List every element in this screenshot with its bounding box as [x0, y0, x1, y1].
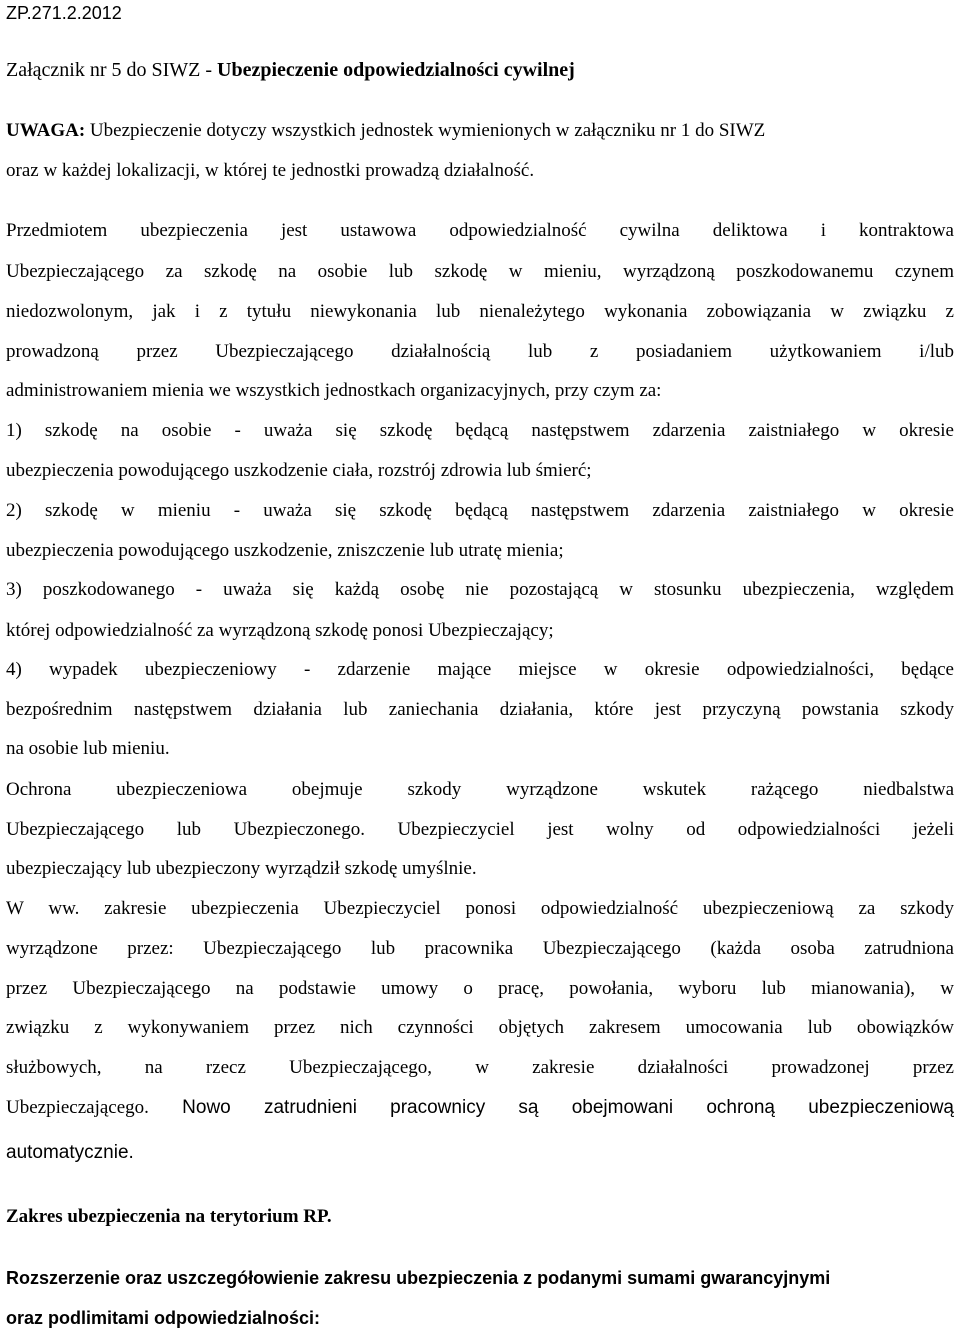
document-reference: ZP.271.2.2012 — [6, 3, 122, 23]
warning-line-2: oraz w każdej lokalizacji, w której te jednostki prowadzą działalność. — [6, 160, 535, 181]
scope-heading: Zakres ubezpieczenia na terytorium RP. — [6, 1206, 332, 1227]
body-line: 3) poszkodowanego - uważa się każdą osobę nie pozostającą w stosunku ubezpieczenia, względem — [6, 579, 954, 600]
body-line: ubezpieczenia powodującego uszkodzenie ciała, rozstrój zdrowia lub śmierć; — [6, 460, 592, 481]
title-bold: Ubezpieczenie odpowiedzialności cywilnej — [217, 59, 575, 81]
body-line: ubezpieczający lub ubezpieczony wyrządził szkodę umyślnie. — [6, 858, 477, 879]
body-line: ubezpieczenia powodującego uszkodzenie, zniszczenie lub utratę mienia; — [6, 540, 564, 561]
document-title — [6, 59, 575, 81]
body-line: prowadzoną przez Ubezpieczającego działalnością lub z posiadaniem użytkowaniem i/lub — [6, 341, 954, 362]
extension-heading-line-1: Rozszerzenie oraz uszczegółowienie zakresu ubezpieczenia z podanymi sumami gwarancyjnymi — [6, 1268, 831, 1288]
body-line-tail: automatycznie. — [6, 1142, 134, 1163]
body-line: której odpowiedzialność za wyrządzoną szkodę ponosi Ubezpieczający; — [6, 620, 554, 641]
body-line: niedozwolonym, jak i z tytułu niewykonania lub nienależytego wykonania zobowiązania w związku z — [6, 301, 954, 322]
body-line: Ochrona ubezpieczeniowa obejmuje szkody wyrządzone wskutek rażącego niedbalstwa — [6, 779, 954, 800]
extension-heading-line-2: oraz podlimitami odpowiedzialności: — [6, 1308, 321, 1328]
warning-line-1 — [6, 120, 765, 142]
title-prefix: Załącznik nr 5 do SIWZ - — [6, 59, 218, 81]
body-line: na osobie lub mieniu. — [6, 738, 170, 759]
body-line: administrowaniem mienia we wszystkich jednostkach organizacyjnych, przy czym za: — [6, 380, 662, 401]
body-line: związku z wykonywaniem przez nich czynności objętych zakresem umocowania lub obowiązków — [6, 1017, 954, 1038]
body-line: bezpośrednim następstwem działania lub zaniechania działania, które jest przyczyną powstania szkody — [6, 699, 954, 720]
body-line: 1) szkodę na osobie - uważa się szkodę będącą następstwem zdarzenia zaistniałego w okresie — [6, 420, 954, 441]
body-line: 2) szkodę w mieniu - uważa się szkodę będącą następstwem zdarzenia zaistniałego w okresie — [6, 500, 954, 521]
body-line: służbowych, na rzecz Ubezpieczającego, w zakresie działalności prowadzonej przez — [6, 1057, 954, 1078]
body-line: przez Ubezpieczającego na podstawie umowy o pracę, powołania, wyboru lub mianowania), w — [6, 978, 954, 999]
warning-text-1: Ubezpieczenie dotyczy wszystkich jednostek wymienionych w załączniku nr 1 do SIWZ — [85, 120, 766, 141]
body-line: 4) wypadek ubezpieczeniowy - zdarzenie mające miejsce w okresie odpowiedzialności, będące — [6, 659, 954, 680]
mixed-part-1: Ubezpieczającego. — [6, 1097, 149, 1118]
body-line: wyrządzone przez: Ubezpieczającego lub pracownika Ubezpieczającego (każda osoba zatrudniona — [6, 938, 954, 959]
body-line: Ubezpieczającego lub Ubezpieczonego. Ubezpieczyciel jest wolny od odpowiedzialności jeżeli — [6, 819, 954, 840]
body-line: Przedmiotem ubezpieczenia jest ustawowa odpowiedzialność cywilna deliktowa i kontraktowa — [6, 220, 954, 241]
mixed-part-2: Nowo zatrudnieni pracownicy są obejmowani ochroną ubezpieczeniową — [148, 1097, 954, 1118]
body-line: Ubezpieczającego za szkodę na osobie lub szkodę w mieniu, wyrządzoną poszkodowanemu czynem — [6, 261, 954, 282]
body-line-mixed — [6, 1097, 954, 1119]
warning-label: UWAGA: — [6, 120, 86, 141]
body-line: W ww. zakresie ubezpieczenia Ubezpieczyciel ponosi odpowiedzialność ubezpieczeniową za szkody — [6, 898, 954, 919]
